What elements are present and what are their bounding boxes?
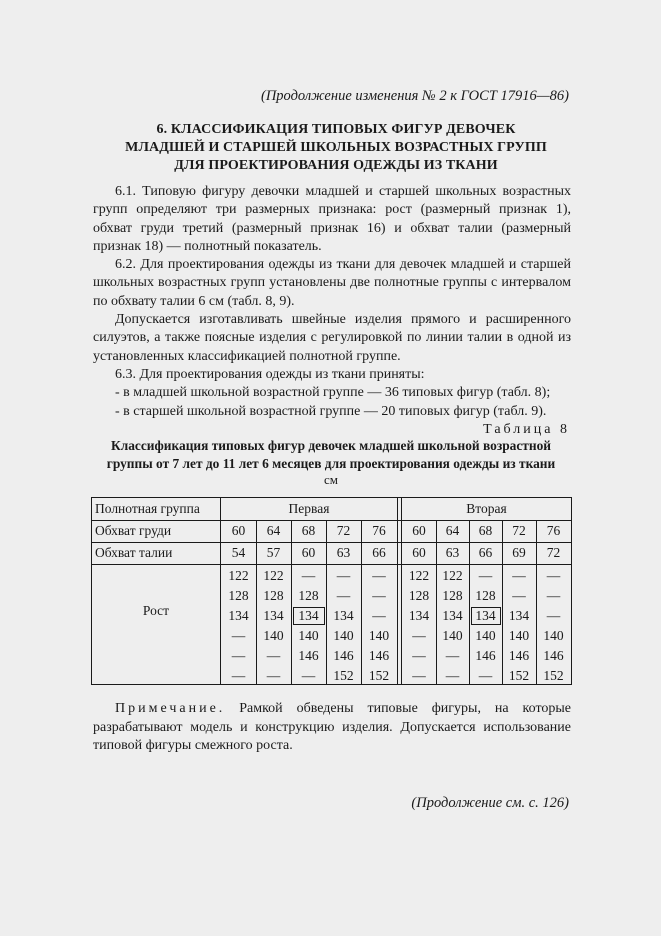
height-value: — [231, 668, 246, 683]
height-value: 140 [263, 628, 284, 643]
chest-value: 68 [301, 523, 316, 538]
chest-value: 64 [445, 523, 460, 538]
list-item-junior: - в младшей школьной возрастной группе — 36 типовых фигур (табл. 8); [115, 385, 551, 401]
paragraph-permission: Допускается изготавливать швейные изделия прямого и расширенного силуэтов, а также поясные изделия с регулировкой по линии талии в одной из установленных классификацией полнотной группе. [93, 312, 571, 364]
height-value: — [412, 628, 426, 643]
height-value: 128 [408, 588, 430, 603]
height-value: — [231, 648, 246, 663]
height-value: 128 [298, 588, 319, 603]
height-value: 122 [442, 568, 463, 583]
chest-value: 60 [231, 523, 246, 538]
table-label: Таблица 8 [483, 422, 570, 437]
height-value: — [301, 568, 316, 583]
height-value: 134 [263, 608, 284, 623]
section-title-line: 6. КЛАССИФИКАЦИЯ ТИПОВЫХ ФИГУР ДЕВОЧЕК [156, 122, 516, 137]
height-value: — [266, 648, 281, 663]
height-value: 146 [333, 648, 354, 663]
height-value: — [266, 668, 281, 683]
height-value: 134 [408, 608, 430, 623]
height-value: 128 [475, 588, 496, 603]
height-value: 122 [408, 568, 430, 583]
table-rule [397, 498, 398, 684]
height-value: — [336, 588, 351, 603]
chest-value: 72 [336, 523, 351, 538]
height-value: 134 [298, 608, 319, 623]
height-value: 134 [228, 608, 249, 623]
height-value: 128 [442, 588, 463, 603]
waist-value: 66 [372, 545, 386, 560]
height-value: 140 [508, 628, 530, 643]
chest-value: 76 [546, 523, 561, 538]
waist-value: 60 [301, 545, 316, 560]
height-value: 152 [508, 668, 530, 683]
height-value: — [372, 608, 386, 623]
table-title-line: группы от 7 лет до 11 лет 6 месяцев для проектирования одежды из ткани [106, 456, 556, 471]
height-value: 140 [543, 628, 564, 643]
base-figure-frame [293, 607, 325, 625]
height-value: — [231, 628, 246, 643]
header-label: Полнотная группа [95, 501, 200, 516]
height-value: 146 [475, 648, 496, 663]
table-note [93, 700, 571, 756]
group-heading-second: Вторая [466, 501, 507, 516]
height-value: 140 [442, 628, 463, 643]
waist-value: 66 [478, 545, 493, 560]
height-value: 134 [508, 608, 530, 623]
height-value: — [512, 568, 526, 583]
height-value: 146 [368, 648, 390, 663]
section-title-line: ДЛЯ ПРОЕКТИРОВАНИЯ ОДЕЖДЫ ИЗ ТКАНИ [174, 158, 498, 173]
note-text: Рамкой обведены типовые фигуры, на которые разрабатывают модель и конструкцию изделия. Допускается использование типовой фигуры смежного роста. [93, 701, 571, 753]
height-value: — [372, 588, 386, 603]
chest-value: 76 [372, 523, 386, 538]
height-value: — [336, 568, 351, 583]
height-value: 152 [543, 668, 564, 683]
classification-table [91, 497, 572, 685]
row-label-chest: Обхват груди [95, 523, 172, 538]
list-item-senior: - в старшей школьной возрастной группе — 20 типовых фигур (табл. 9). [115, 403, 547, 419]
height-value: — [478, 568, 493, 583]
height-value: 140 [368, 628, 390, 643]
height-value: 134 [442, 608, 463, 623]
body-text [93, 183, 571, 421]
height-value: — [301, 668, 316, 683]
waist-value: 63 [445, 545, 460, 560]
waist-value: 72 [546, 545, 561, 560]
group-heading-first: Первая [288, 501, 330, 516]
section-title-line: МЛАДШЕЙ И СТАРШЕЙ ШКОЛЬНЫХ ВОЗРАСТНЫХ ГРУПП [125, 140, 547, 155]
height-value: 128 [263, 588, 284, 603]
paragraph-6-1: 6.1. Типовую фигуру девочки младшей и старшей школьных возрастных групп определяют три размерных признака: рост (размерный признак 1), обхват груди третий (размерный признак 16) и обхват талии (размерный признак 18) — полнотный показатель. [93, 184, 571, 254]
waist-value: 60 [412, 545, 426, 560]
chest-value: 72 [512, 523, 526, 538]
table-title [88, 437, 574, 473]
height-value: 140 [298, 628, 319, 643]
paragraph-6-2: 6.2. Для проектирования одежды из ткани для девочек младшей и старшей школьных возрастных групп установлены две полнотные группы с интервалом по обхвату талии 6 см (табл. 8, 9). [93, 257, 571, 309]
waist-value: 69 [512, 545, 526, 560]
height-value: — [372, 568, 386, 583]
height-value: — [412, 668, 426, 683]
continuation-footer: (Продолжение см. с. 126) [411, 795, 569, 811]
height-value: — [546, 588, 561, 603]
height-value: 146 [298, 648, 319, 663]
waist-value: 63 [336, 545, 351, 560]
chest-value: 60 [412, 523, 426, 538]
table-unit: см [324, 472, 338, 487]
section-title [96, 121, 576, 175]
height-value: — [512, 588, 526, 603]
height-value: 146 [543, 648, 564, 663]
height-value: 122 [228, 568, 249, 583]
height-value: — [546, 608, 561, 623]
height-value: — [445, 648, 460, 663]
base-figure-frame [471, 607, 501, 625]
height-value: 134 [475, 608, 496, 623]
table-title-line: Классификация типовых фигур девочек младшей школьной возрастной [111, 438, 551, 453]
continuation-header: (Продолжение изменения № 2 к ГОСТ 17916—86) [260, 88, 569, 104]
height-value: — [478, 668, 493, 683]
note-label: Примечание. [115, 701, 226, 716]
waist-value: 57 [266, 545, 281, 560]
paragraph-6-3: 6.3. Для проектирования одежды из ткани приняты: [115, 366, 425, 382]
height-value: 122 [263, 568, 284, 583]
height-value: 140 [475, 628, 496, 643]
height-value: 152 [368, 668, 390, 683]
height-value: 152 [333, 668, 354, 683]
height-value: — [412, 648, 426, 663]
height-value: 128 [228, 588, 249, 603]
height-value: — [445, 668, 460, 683]
height-value: 134 [333, 608, 354, 623]
chest-value: 68 [478, 523, 493, 538]
height-value: 140 [333, 628, 354, 643]
row-label-waist: Обхват талии [95, 545, 173, 560]
height-value: — [546, 568, 561, 583]
height-value: 146 [508, 648, 530, 663]
row-label-height: Рост [142, 603, 170, 618]
chest-value: 64 [266, 523, 281, 538]
waist-value: 54 [231, 545, 246, 560]
table-rule [92, 564, 571, 565]
